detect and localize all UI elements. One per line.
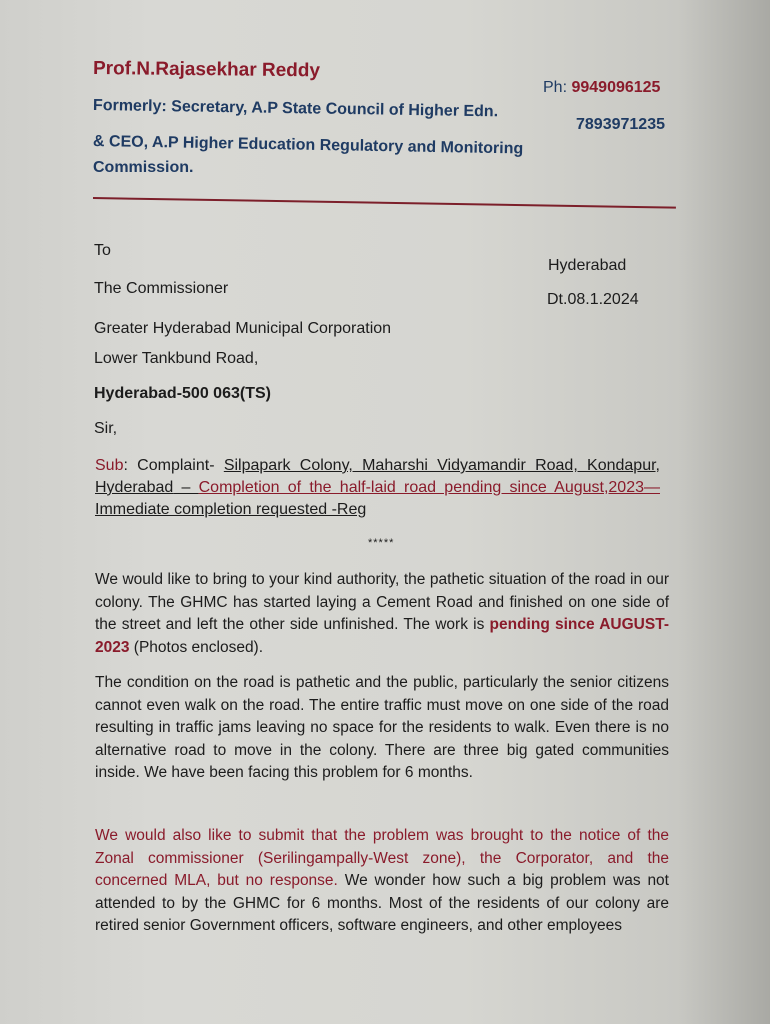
subject-type: : Complaint- [123, 457, 224, 474]
addressee-organization: Greater Hyderabad Municipal Corporation [94, 320, 392, 337]
phone-number-2: 7893971235 [576, 116, 665, 133]
letterhead-divider [93, 197, 676, 209]
phone-number-1: 9949096125 [571, 79, 661, 96]
subject-label: Sub [95, 457, 124, 474]
subject-line [95, 455, 660, 521]
phone-label: Ph: [543, 79, 568, 96]
subject-dash: – [173, 479, 199, 496]
addressee-title: The Commissioner [94, 280, 229, 297]
subject-separator: ***** [368, 537, 395, 549]
paragraph-text: (Photos enclosed). [129, 638, 264, 656]
body-paragraph-2: The condition on the road is pathetic and the public, particularly the senior citizens cannot even walk on the road. The entire traffic must move on one side of the road resulting in traffic jams leaving no space for the residents to walk. Even there is no alternative road to move in the colony. There are three big gated communities inside. We have been facing this problem for 6 months. [95, 674, 669, 781]
salutation: Sir, [94, 420, 118, 437]
phone-block [543, 79, 660, 97]
sender-name: Prof.N.Rajasekhar Reddy [92, 58, 321, 82]
addressee-city-pin: Hyderabad-500 063(TS) [94, 385, 271, 402]
body-paragraph-3 [95, 825, 669, 938]
sender-ceo-position: & CEO, A.P Higher Education Regulatory and Monitoring [92, 133, 524, 158]
addressee-to: To [94, 242, 111, 259]
paragraph-text: We wonder how such a big problem was not attended to by the GHMC for 6 months. Most of the residents of our colony are retired senior Government officers, software engineers, and other employees [95, 872, 669, 934]
escalation-text: We would also like to submit that the problem was brought to the notice of the Zonal commissioner (Serilingampally-West zone), the Corporator, and the concerned MLA, but no response. [95, 827, 669, 889]
letter-date: Dt.08.1.2024 [547, 291, 639, 308]
subject-issue: Completion of the half-laid road pending since August,2023— [198, 479, 660, 496]
addressee-street: Lower Tankbund Road, [94, 350, 259, 367]
subject-location: Silpapark Colony, Maharshi Vidyamandir Road, Kondapur, Hyderabad [95, 457, 660, 496]
body-paragraph-1 [95, 569, 669, 659]
subject-request: Immediate completion requested -Reg [95, 501, 367, 518]
paragraph-text: We would like to bring to your kind authority, the pathetic situation of the road in our colony. The GHMC has started laying a Cement Road and finished on one side of the street and left the other side unfinished. The work is [95, 571, 669, 633]
sender-former-position: Formerly: Secretary, A.P State Council of Higher Edn. [92, 97, 499, 121]
letter-place: Hyderabad [548, 257, 627, 274]
sender-ceo-position-cont: Commission. [93, 159, 194, 176]
pending-highlight: pending since AUGUST-2023 [95, 616, 669, 656]
